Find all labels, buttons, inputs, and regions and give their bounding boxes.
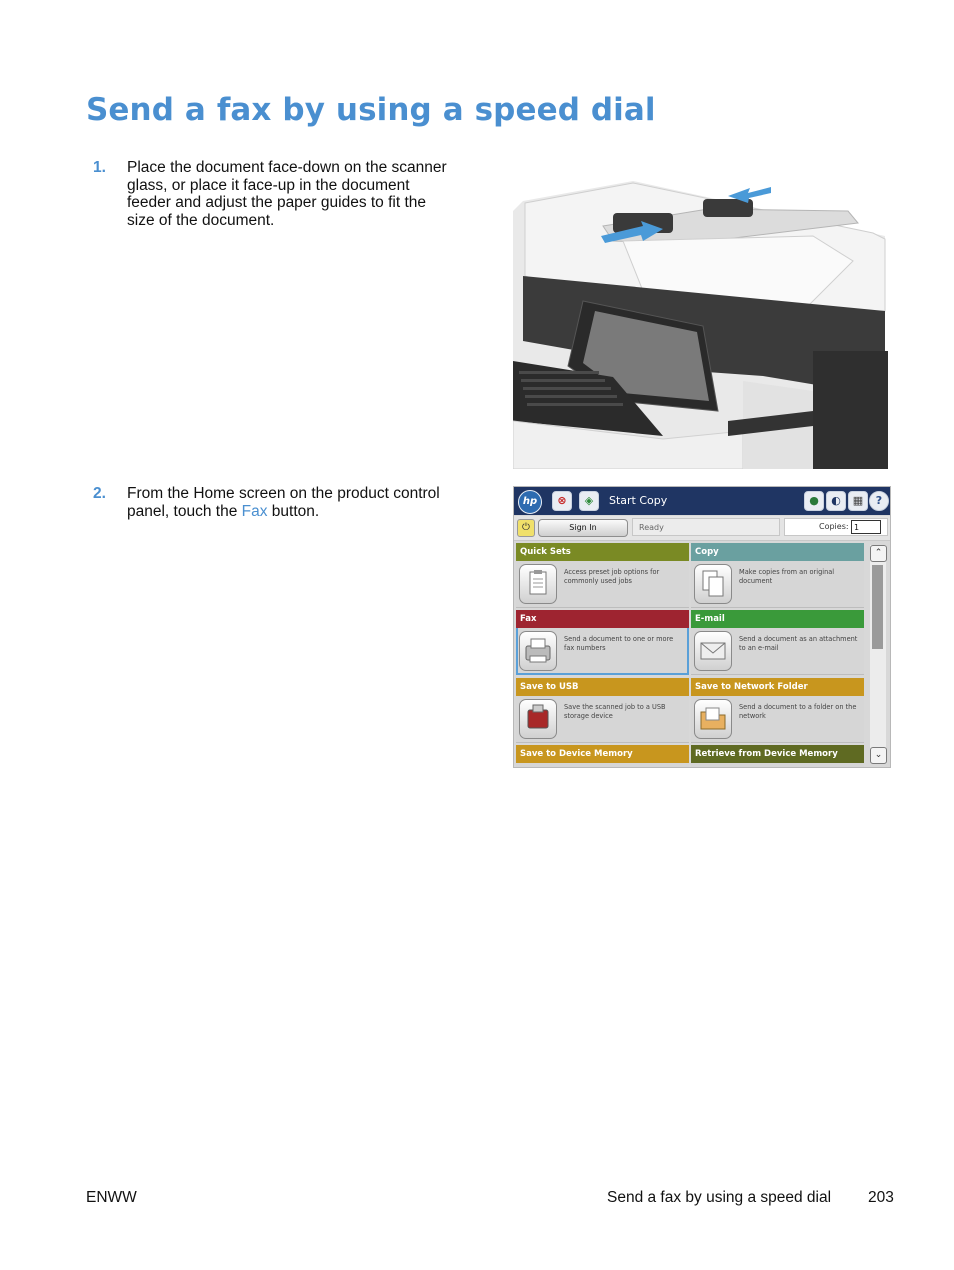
email-icon [694, 631, 732, 671]
footer-section: Send a fax by using a speed dial [607, 1189, 832, 1206]
globe-icon[interactable]: ● [804, 491, 824, 511]
power-icon[interactable]: ⏻ [517, 519, 535, 537]
sign-in-button[interactable]: Sign In [538, 519, 628, 537]
step-number: 1. [93, 159, 106, 176]
tile-description: Send a document to one or more fax numbers [564, 635, 674, 652]
tile-save-to-network-folder[interactable] [691, 678, 864, 743]
fax-icon [519, 631, 557, 671]
tile-description: Send a document to a folder on the network [739, 703, 857, 720]
step-text: Place the document face-down on the scanner glass, or place it face-up in the document feeder and adjust the paper guides to fit the size of the document. [127, 159, 447, 229]
tile-save-to-usb[interactable] [516, 678, 689, 743]
step-text: From the Home screen on the product control panel, touch the Fax button. [127, 485, 440, 520]
tile-title: Save to Device Memory [516, 745, 689, 763]
folder-icon [694, 699, 732, 739]
tile-copy[interactable] [691, 543, 864, 608]
tile-title: Quick Sets [516, 543, 689, 561]
copies-label: Copies: [819, 522, 849, 531]
tile-title: Save to USB [516, 678, 689, 696]
tile-title: Retrieve from Device Memory [691, 745, 864, 763]
panel-top-bar [514, 487, 890, 515]
hp-logo-icon: hp [518, 490, 542, 514]
sleep-icon[interactable]: ◐ [826, 491, 846, 511]
network-icon[interactable]: ▦ [848, 491, 868, 511]
tile-description: Make copies from an original document [739, 568, 835, 585]
tile-title: Fax [516, 610, 689, 628]
control-panel-home-screen [513, 486, 891, 768]
copy-icon [694, 564, 732, 604]
start-copy-label[interactable]: Start Copy [609, 494, 668, 507]
tile-scrollbar[interactable] [870, 545, 886, 761]
chevron-up-icon[interactable]: ⌃ [870, 545, 887, 562]
tile-title: Copy [691, 543, 864, 561]
tile-description: Save the scanned job to a USB storage device [564, 703, 666, 720]
tile-description: Access preset job options for commonly used jobs [564, 568, 660, 585]
tile-retrieve-from-device-memory[interactable] [691, 745, 864, 768]
stop-icon[interactable]: ⊗ [552, 491, 572, 511]
step-number: 2. [93, 485, 106, 502]
tile-email[interactable] [691, 610, 864, 675]
fax-link[interactable]: Fax [241, 502, 268, 520]
page-number: 203 [868, 1189, 894, 1206]
help-icon[interactable]: ? [869, 491, 889, 511]
usb-icon [519, 699, 557, 739]
footer-left: ENWW [86, 1189, 137, 1206]
tile-title: Save to Network Folder [691, 678, 864, 696]
tile-save-to-device-memory[interactable] [516, 745, 689, 768]
quick-sets-icon [519, 564, 557, 604]
copies-input[interactable]: 1 [851, 520, 881, 534]
printer-illustration [513, 181, 888, 469]
tile-quick-sets[interactable] [516, 543, 689, 608]
panel-status-bar [514, 516, 890, 541]
start-icon[interactable]: ◈ [579, 491, 599, 511]
chevron-down-icon[interactable]: ⌄ [870, 747, 887, 764]
tile-fax[interactable] [516, 610, 689, 675]
scroll-thumb[interactable] [872, 565, 883, 649]
tile-title: E-mail [691, 610, 864, 628]
status-ready: Ready [632, 518, 780, 536]
copies-field [784, 518, 888, 536]
page-title: Send a fax by using a speed dial [86, 92, 656, 128]
tile-description: Send a document as an attachment to an e-mail [739, 635, 858, 652]
